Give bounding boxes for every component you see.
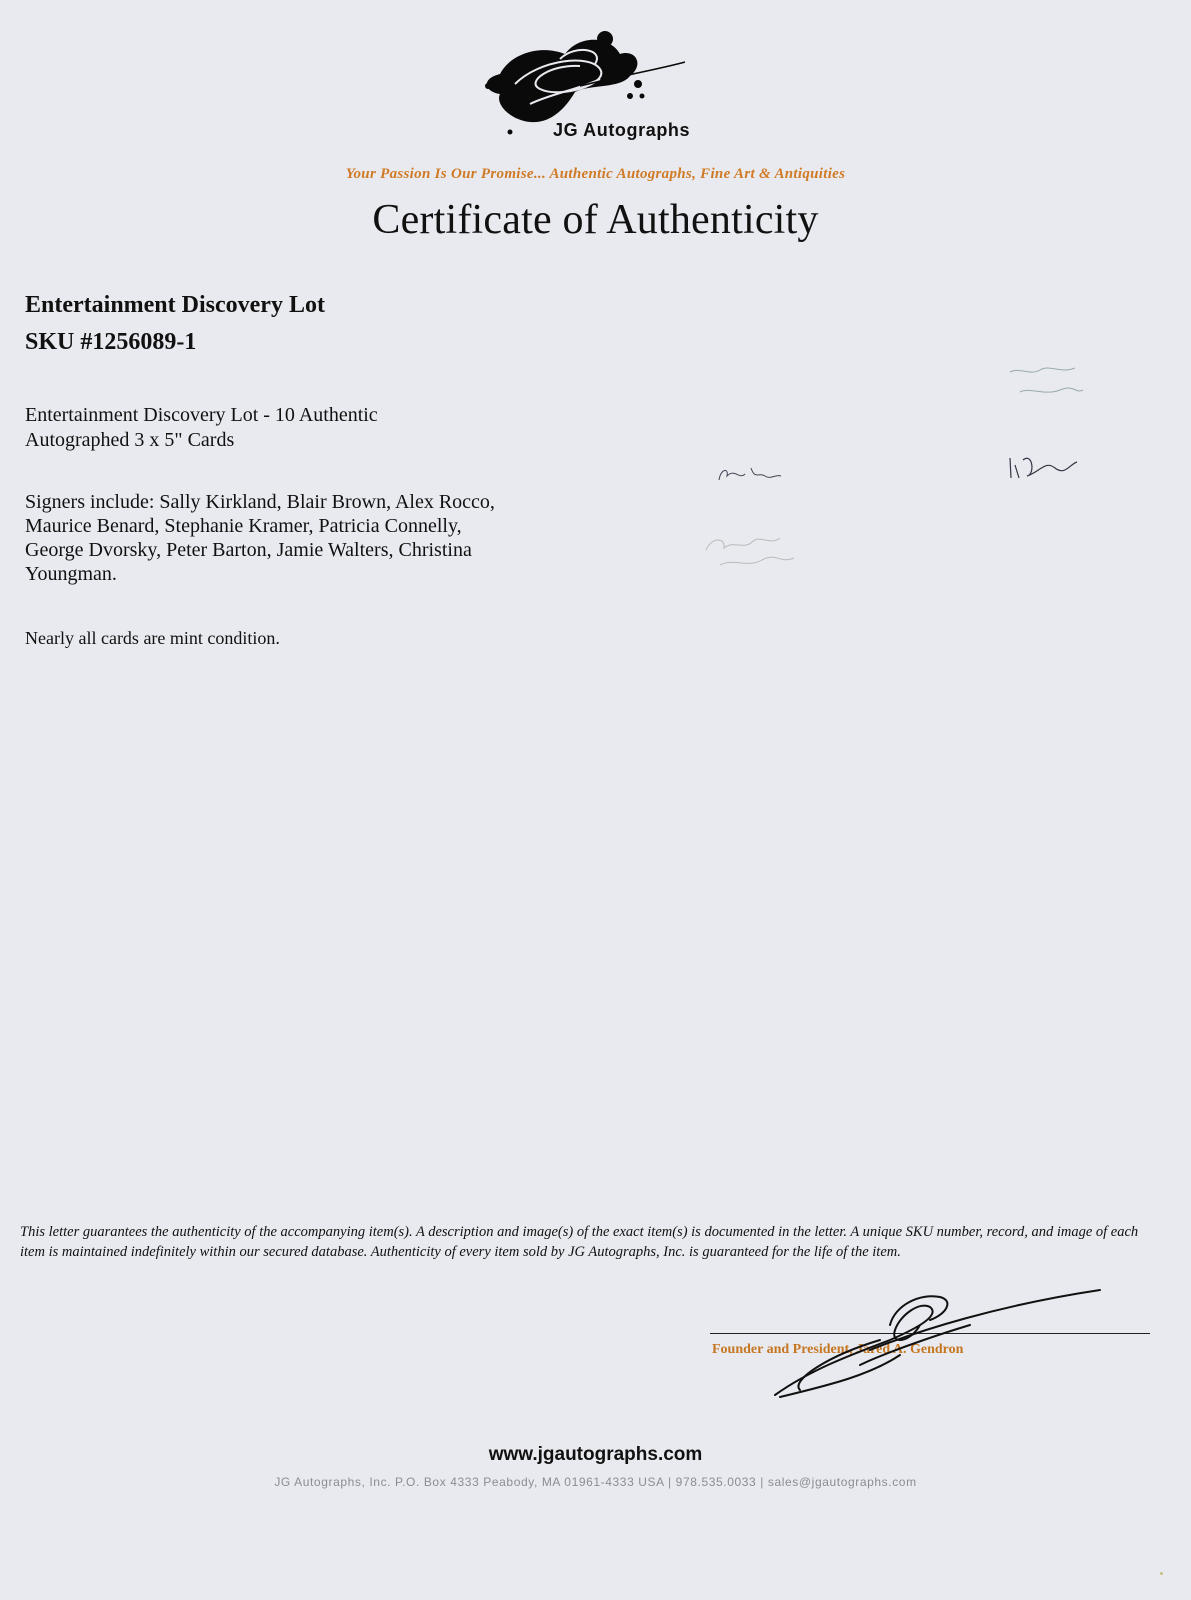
signature-caption: Founder and President, Jared A. Gendron [712,1342,964,1357]
lot-title: Entertainment Discovery Lot [25,292,325,318]
page-title: Certificate of Authenticity [372,197,819,243]
scan-artifact [1160,1572,1163,1575]
handwritten-signature-icon [770,1285,1130,1405]
tagline: Your Passion Is Our Promise... Authentic Autographs, Fine Art & Antiquities [345,166,846,182]
faint-autograph-scribble [1005,450,1085,490]
item-description: Entertainment Discovery Lot - 10 Authentic Autographed 3 x 5" Cards [25,404,378,451]
brand-name: JG Autographs [553,120,691,140]
sku-number: SKU #1256089-1 [25,329,197,355]
condition-note: Nearly all cards are mint condition. [25,628,280,648]
faint-autograph-scribble [715,462,785,486]
website-link[interactable]: www.jgautographs.com [488,1444,703,1465]
signers-list: Signers include: Sally Kirkland, Blair Brown, Alex Rocco, Maurice Benard, Stephanie Kramer, Patricia Connelly, George Dvorsky, Peter Barton, Jamie Walters, Christina Youngman. [25,491,495,585]
guarantee-statement: This letter guarantees the authenticity of the accompanying item(s). A description and image(s) of the exact item(s) is documented in the letter. A unique SKU number, record, and image of each item is maintained indefinitely within our secured database. Authenticity of every item sold by JG Autographs, Inc. is guaranteed for the life of the item. [20,1224,1139,1260]
faint-autograph-scribble [1005,362,1085,407]
faint-autograph-scribble [700,520,810,580]
company-address: JG Autographs, Inc. P.O. Box 4333 Peabody, MA 01961-4333 USA | 978.535.0033 | sales@jgautographs.com [274,1475,917,1489]
